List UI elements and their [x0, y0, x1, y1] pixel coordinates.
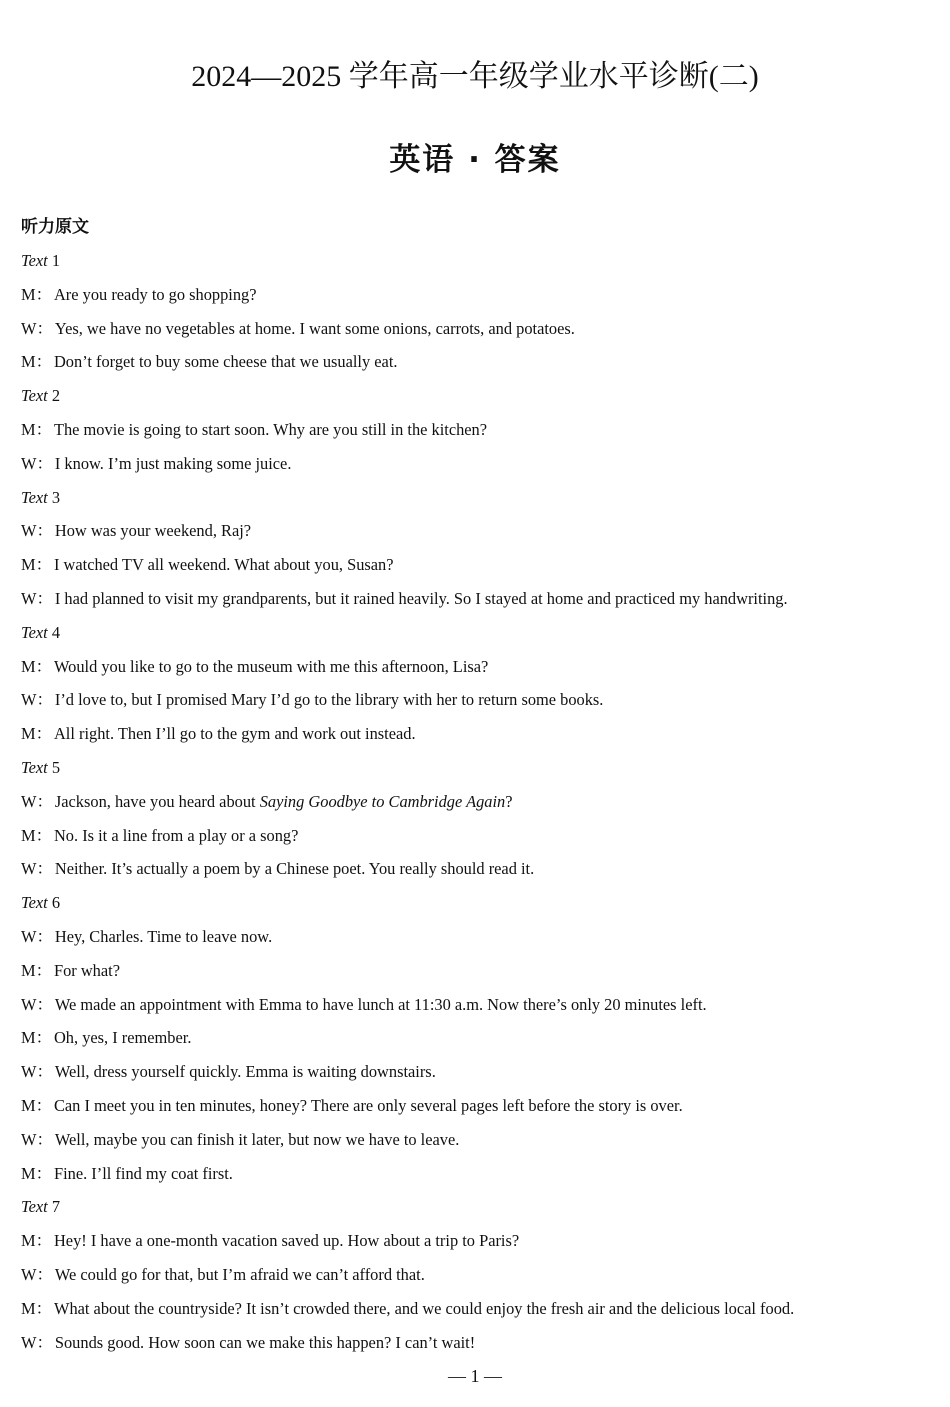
- text-heading-label: Text: [21, 622, 48, 642]
- dialogue-text: Yes, we have no vegetables at home. I want some onions, carrots, and potatoes.: [54, 318, 575, 338]
- text-heading-label: Text: [21, 386, 48, 406]
- dialogue-line: [21, 650, 936, 684]
- dialogue-line: [21, 852, 936, 886]
- text-heading: [21, 244, 936, 278]
- text-heading-label: Text: [21, 893, 48, 913]
- speaker-label: W：: [21, 926, 53, 946]
- speaker-label: W：: [21, 1332, 53, 1352]
- dialogue-text: For what?: [53, 960, 120, 980]
- speaker-label: M：: [21, 1231, 52, 1251]
- dialogue-text: I had planned to visit my grandparents, but it rained heavily. So I stayed at home and practiced my handwriting.: [54, 588, 788, 608]
- text-heading-number: 1: [51, 251, 61, 270]
- text-heading: [21, 751, 936, 785]
- dialogue-line: [21, 1157, 936, 1191]
- dialogue-line: [21, 514, 936, 548]
- speaker-label: M：: [21, 724, 52, 744]
- dialogue-text: Jackson, have you heard about: [54, 791, 260, 811]
- dialogue-text-end: ?: [505, 791, 513, 811]
- speaker-label: W：: [21, 318, 53, 338]
- dialogue-line: [21, 717, 936, 751]
- speaker-label: M：: [21, 825, 52, 845]
- speaker-label: W：: [21, 1062, 53, 1082]
- speaker-label: M：: [21, 284, 52, 304]
- text-heading-label: Text: [21, 1197, 48, 1217]
- text-heading: [21, 886, 936, 920]
- dialogue-line: [21, 582, 936, 616]
- dialogue-text: Well, dress yourself quickly. Emma is waiting downstairs.: [54, 1062, 436, 1082]
- page-title: 2024—2025 学年高一年级学业水平诊断(二): [191, 60, 759, 93]
- speaker-label: W：: [21, 453, 53, 473]
- speaker-label: M：: [21, 1298, 52, 1318]
- dialogue-line: [21, 1258, 936, 1292]
- speaker-label: W：: [21, 1264, 53, 1284]
- dialogue-line: [21, 413, 936, 447]
- dialogue-line: [21, 345, 936, 379]
- page-subtitle: 英语 · 答案: [389, 142, 561, 178]
- text-heading-label: Text: [21, 757, 48, 777]
- dialogue-line: [21, 1089, 936, 1123]
- dialogue-line: [21, 920, 936, 954]
- text-heading-number: 2: [51, 386, 61, 406]
- transcript-body: [21, 244, 936, 1359]
- dialogue-text: The movie is going to start soon. Why are you still in the kitchen?: [53, 419, 488, 439]
- dialogue-text: Hey! I have a one-month vacation saved up. How about a trip to Paris?: [53, 1231, 520, 1251]
- dialogue-text: Well, maybe you can finish it later, but now we have to leave.: [54, 1129, 460, 1149]
- dialogue-text: Can I meet you in ten minutes, honey? There are only several pages left before the story is over.: [53, 1095, 683, 1115]
- text-heading: [21, 1190, 936, 1224]
- text-heading-label: Text: [21, 487, 48, 507]
- speaker-label: M：: [21, 352, 52, 372]
- speaker-label: W：: [21, 994, 53, 1014]
- dialogue-line: [21, 954, 936, 988]
- dialogue-line: [21, 548, 936, 582]
- speaker-label: W：: [21, 521, 53, 541]
- speaker-label: M：: [21, 419, 52, 439]
- dialogue-text: Don’t forget to buy some cheese that we usually eat.: [53, 352, 398, 372]
- text-heading: [21, 379, 936, 413]
- speaker-label: M：: [21, 960, 52, 980]
- dialogue-text: Sounds good. How soon can we make this happen? I can’t wait!: [54, 1332, 476, 1352]
- speaker-label: W：: [21, 690, 53, 710]
- speaker-label: M：: [21, 555, 52, 575]
- speaker-label: W：: [21, 791, 53, 811]
- dialogue-line: [21, 785, 936, 819]
- dialogue-line: [21, 447, 936, 481]
- dialogue-line: [21, 683, 936, 717]
- text-heading: [21, 481, 936, 515]
- dialogue-line: [21, 819, 936, 853]
- text-heading-number: 7: [51, 1197, 61, 1217]
- speaker-label: M：: [21, 1163, 52, 1183]
- speaker-label: M：: [21, 1028, 52, 1048]
- dialogue-text: I know. I’m just making some juice.: [54, 453, 292, 473]
- text-heading-label: Text: [21, 251, 48, 270]
- dialogue-text: How was your weekend, Raj?: [54, 521, 252, 541]
- dialogue-text: Hey, Charles. Time to leave now.: [54, 926, 273, 946]
- dialogue-line: [21, 1292, 936, 1326]
- speaker-label: W：: [21, 859, 53, 879]
- dialogue-line: [21, 1224, 936, 1258]
- dialogue-text: We made an appointment with Emma to have lunch at 11:30 a.m. Now there’s only 20 minutes left.: [54, 994, 707, 1014]
- dialogue-text: Are you ready to go shopping?: [53, 284, 257, 304]
- dialogue-line: [21, 312, 936, 346]
- dialogue-line: [21, 278, 936, 312]
- dialogue-text: No. Is it a line from a play or a song?: [53, 825, 299, 845]
- text-heading-number: 3: [51, 487, 61, 507]
- dialogue-text: What about the countryside? It isn’t crowded there, and we could enjoy the fresh air and the delicious local food.: [53, 1298, 795, 1318]
- dialogue-line: [21, 1055, 936, 1089]
- section-title: 听力原文: [21, 217, 89, 237]
- dialogue-line: [21, 1326, 936, 1360]
- dialogue-text: Would you like to go to the museum with me this afternoon, Lisa?: [53, 656, 489, 676]
- dialogue-text: I watched TV all weekend. What about you, Susan?: [53, 555, 394, 575]
- dialogue-line: [21, 1123, 936, 1157]
- text-heading: [21, 616, 936, 650]
- dialogue-text: Fine. I’ll find my coat first.: [53, 1163, 233, 1183]
- speaker-label: W：: [21, 588, 53, 608]
- page-number: — 1 —: [448, 1366, 502, 1386]
- dialogue-text: I’d love to, but I promised Mary I’d go to the library with her to return some books.: [54, 690, 604, 710]
- dialogue-text: Oh, yes, I remember.: [53, 1028, 192, 1048]
- dialogue-line: [21, 1021, 936, 1055]
- speaker-label: M：: [21, 1095, 52, 1115]
- poem-title: Saying Goodbye to Cambridge Again: [259, 791, 506, 811]
- text-heading-number: 6: [51, 893, 61, 913]
- dialogue-text: Neither. It’s actually a poem by a Chinese poet. You really should read it.: [54, 859, 535, 879]
- text-heading-number: 4: [51, 622, 61, 642]
- dialogue-line: [21, 988, 936, 1022]
- dialogue-text: We could go for that, but I’m afraid we can’t afford that.: [54, 1264, 425, 1284]
- dialogue-text: All right. Then I’ll go to the gym and work out instead.: [53, 724, 416, 744]
- text-heading-number: 5: [51, 757, 61, 777]
- speaker-label: M：: [21, 656, 52, 676]
- speaker-label: W：: [21, 1129, 53, 1149]
